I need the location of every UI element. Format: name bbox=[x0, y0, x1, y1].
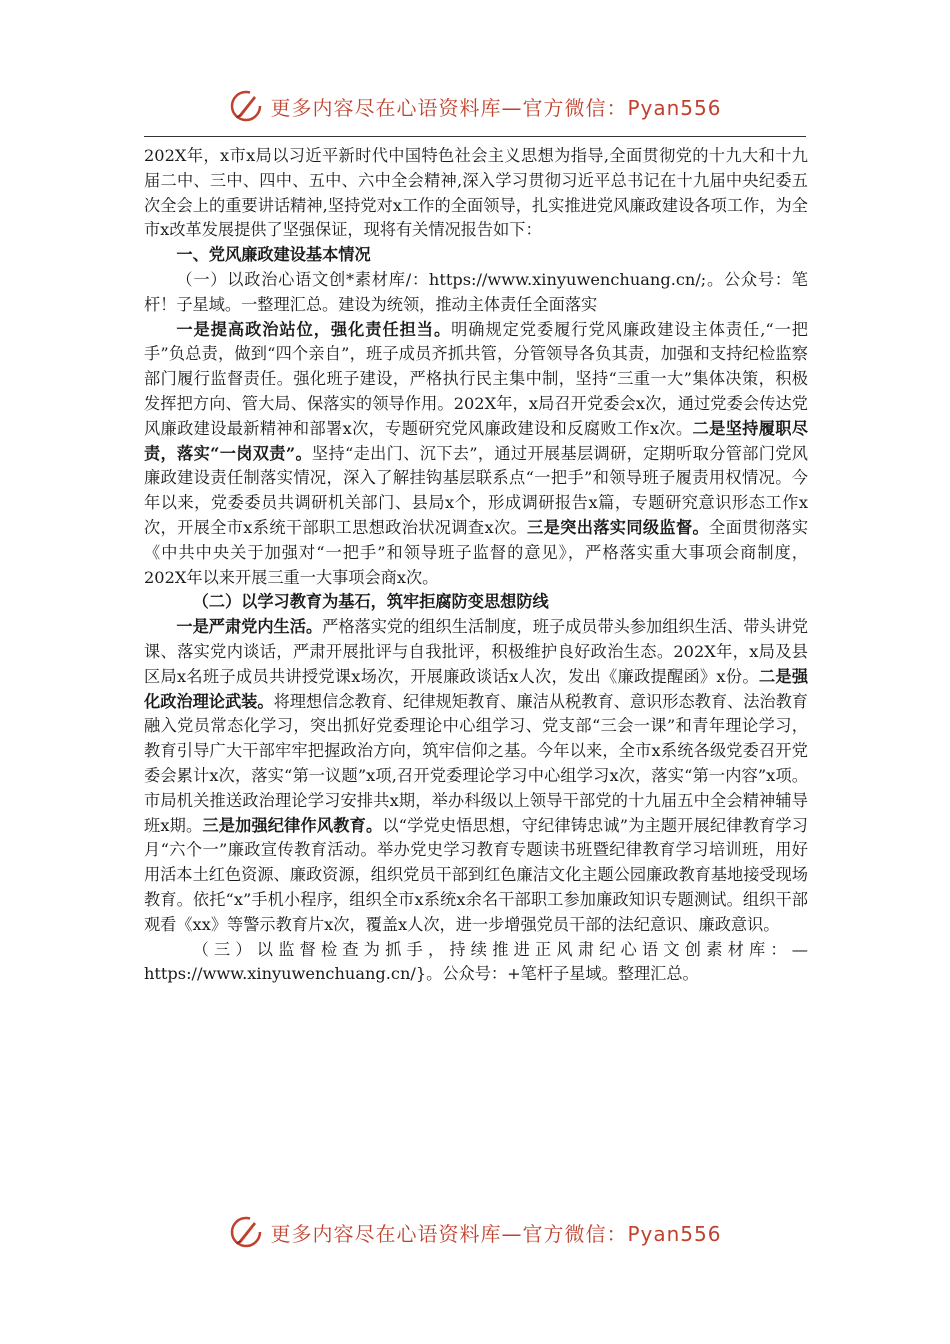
header-banner bbox=[0, 84, 950, 128]
brush-logo-icon bbox=[228, 1214, 264, 1250]
section-1-heading: 一、党风廉政建设基本情况 bbox=[176, 245, 371, 265]
paragraph-2-lead-3: 三是加强纪律作风教育。 bbox=[202, 815, 383, 835]
subsection-2-heading: （二）以学习教育为基石，筑牢拒腐防变思想防线 bbox=[192, 592, 549, 612]
subsection-3-heading: （三）以监督检查为抓手，持续推进正风肃纪心语文创素材库：—https://www.xinyuwenchuang.cn/}。公众号：+笔杆子星域。整理汇总。 bbox=[144, 939, 808, 984]
document-body bbox=[144, 144, 808, 987]
paragraph-2 bbox=[144, 615, 808, 937]
paragraph-1-lead: 一是提高政治站位，强化责任担当。 bbox=[176, 319, 452, 339]
paragraph-2-text-a: 严格落实党的组织生活制度，班子成员带头参加组织生活、带头讲党课、落实党内谈话，严肃开展批评与自我批评，积极维护良好政治生态。202X年，x局及县区局x名班子成员共讲授党课x场次，开展廉政谈话x人次，发出《廉政提醒函》x份。 bbox=[144, 617, 809, 686]
intro-paragraph: 202X年，x市x局以习近平新时代中国特色社会主义思想为指导,全面贯彻党的十九大和十九届二中、三中、四中、五中、六中全会精神,深入学习贯彻习近平总书记在十九届中央纪委五次全会上的重要讲话精神,坚持党对x工作的全面领导，扎实推进党风廉政建设各项工作，为全市x改革发展提供了坚强保证，现将有关情况报告如下： bbox=[144, 146, 808, 240]
paragraph-2-lead: 一是严肃党内生活。 bbox=[176, 617, 323, 637]
paragraph-2-text-c: 以“学党史悟思想，守纪律铸忠诚”为主题开展纪律教育学习月“六个一”廉政宣传教育活动。举办党史学习教育专题读书班暨纪律教育学习培训班，用好用活本土红色资源、廉政资源，组织党员干部到红色廉洁文化主题公园廉政教育基地接受现场教育。依托“x”手机小程序，组织全市x系统x余名干部职工参加廉政知识专题测试。组织干部观看《xx》等警示教育片x次，覆盖x人次，进一步增强党员干部的法纪意识、廉政意识。 bbox=[144, 815, 808, 934]
paragraph-1-lead-2: 二是坚持履职尽责，落实“一岗双责”。 bbox=[144, 418, 808, 463]
paragraph-1-text-b: 坚持“走出门、沉下去”，通过开展基层调研，定期听取分管部门党风廉政建设责任制落实情况，深入了解挂钩基层联系点“一把手”和领导班子履责用权情况。今年以来，党委委员共调研机关部门、县局x个，形成调研报告x篇，专题研究意识形态工作x次，开展全市x系统干部职工思想政治状况调查x次。 bbox=[144, 443, 808, 537]
header-banner-text: 更多内容尽在心语资料库—官方微信：Pyan556 bbox=[270, 95, 722, 120]
brush-logo-icon bbox=[228, 88, 264, 124]
footer-banner-text: 更多内容尽在心语资料库—官方微信：Pyan556 bbox=[270, 1221, 722, 1246]
paragraph-1 bbox=[144, 318, 808, 591]
subsection-1-heading: （一）以政治心语文创*素材库/：https://www.xinyuwenchuang.cn/;。公众号：笔杆！子星域。一整理汇总。建设为统领，推动主体责任全面落实 bbox=[144, 269, 808, 314]
paragraph-1-text-c: 全面贯彻落实《中共中央关于加强对“一把手”和领导班子监督的意见》，严格落实重大事项会商制度，202X年以来开展三重一大事项会商x次。 bbox=[144, 517, 809, 587]
paragraph-1-text-a: 明确规定党委履行党风廉政建设主体责任,“一把手”负总责，做到“四个亲自”，班子成员齐抓共管，分管领导各负其责，加强和支持纪检监察部门履行监督责任。强化班子建设，严格执行民主集中制，坚持“三重一大”集体决策，积极发挥把方向、管大局、保落实的领导作用。202X年，x局召开党委会x次，通过党委会传达党风廉政建设最新精神和部署x次，专题研究党风廉政建设和反腐败工作x次。 bbox=[144, 319, 808, 438]
paragraph-1-lead-3: 三是突出落实同级监督。 bbox=[527, 517, 710, 537]
paragraph-2-text-b: 将理想信念教育、纪律规矩教育、廉洁从税教育、意识形态教育、法治教育融入党员常态化学习，突出抓好党委理论中心组学习、党支部“三会一课”和青年理论学习，教育引导广大干部牢牢把握政治方向，筑牢信仰之基。今年以来，全市x系统各级党委召开党委会累计x次，落实“第一议题”x项,召开党委理论学习中心组学习x次，落实“第一内容”x项。市局机关推送政治理论学习安排共x期，举办科级以上领导干部党的十九届五中全会精神辅导班x期。 bbox=[144, 691, 808, 835]
header-rule bbox=[144, 136, 806, 137]
footer-banner bbox=[0, 1210, 950, 1254]
paragraph-2-lead-2: 二是强化政治理论武装。 bbox=[144, 666, 809, 711]
